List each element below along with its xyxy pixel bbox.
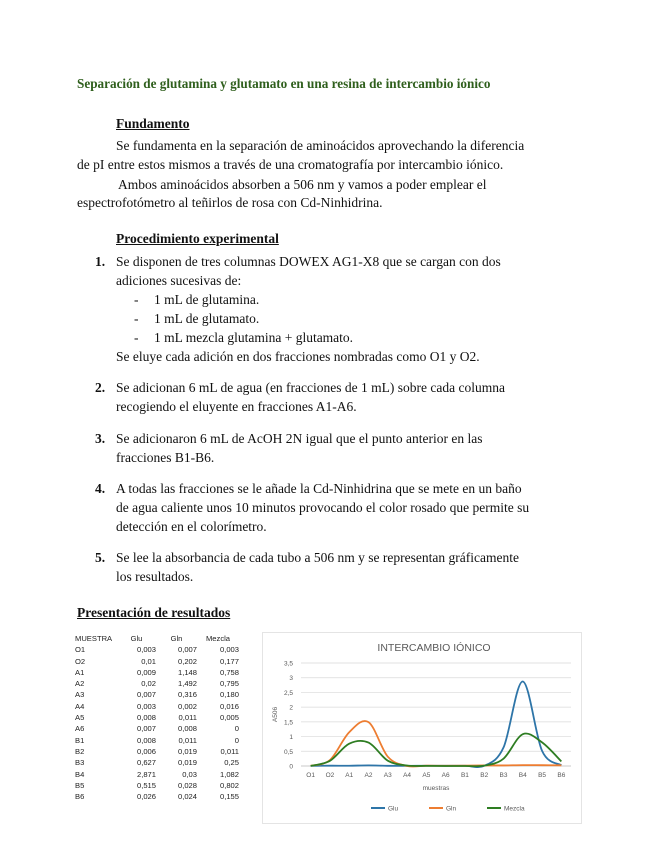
series-line-glu (311, 682, 562, 768)
table-cell: 0,802 (219, 780, 239, 790)
table-cell: A4 (75, 701, 85, 711)
y-tick-label: 1,5 (283, 719, 293, 727)
table-cell: 2,871 (136, 769, 156, 779)
table-row (75, 769, 239, 780)
chart-title: INTERCAMBIO IÓNICO (377, 642, 491, 654)
step-5-line-1: Se lee la absorbancia de cada tubo a 506 nm y se representan gráficamente (116, 550, 519, 565)
x-tick-label: O1 (306, 772, 315, 779)
table-header-cell: Mezcla (205, 634, 231, 643)
x-axis-title: muestras (422, 785, 450, 792)
table-row (75, 701, 239, 712)
table-cell: 0,011 (220, 746, 239, 756)
table-cell: 0,758 (219, 667, 239, 677)
table-row (75, 689, 239, 700)
table-row (75, 644, 239, 655)
table-cell: 0,024 (177, 792, 197, 802)
legend-label-glu: Glu (388, 805, 399, 813)
legend-label-mezcla: Mezcla (504, 805, 525, 813)
table-cell: 1,492 (177, 679, 197, 689)
fundamento-line-4: espectrofotómetro al teñirlos de rosa con Cd-Ninhidrina. (77, 195, 383, 210)
table-cell: 0,180 (219, 690, 239, 700)
table-cell: A1 (75, 667, 85, 677)
table-cell: B5 (75, 780, 85, 790)
table-header-row (75, 633, 239, 644)
x-tick-label: B6 (557, 772, 566, 779)
table-cell: 0,008 (136, 735, 156, 745)
step-4-number: 4. (95, 481, 106, 496)
table-cell: A5 (75, 713, 85, 723)
step-5-line-2: los resultados. (116, 569, 194, 584)
table-cell: 0,011 (178, 713, 197, 723)
x-tick-label: A2 (364, 772, 373, 779)
y-tick-label: 3,5 (283, 660, 293, 668)
y-tick-label: 2 (289, 704, 293, 712)
step-4-line-1: A todas las fracciones se le añade la Cd-Ninhidrina que se mete en un baño (116, 481, 522, 496)
step-2-number: 2. (95, 380, 106, 395)
table-cell: B1 (75, 735, 85, 745)
table-cell: 0,008 (177, 724, 197, 734)
table-cell: B6 (75, 792, 85, 802)
table-header-cell: Gln (170, 634, 183, 643)
table-cell: 0 (234, 724, 239, 734)
table-cell: 0,003 (136, 645, 156, 655)
table-row (75, 735, 239, 746)
fundamento-line-3: Ambos aminoácidos absorben a 506 nm y vamos a poder emplear el (118, 177, 487, 192)
step-4-line-3: detección en el colorímetro. (116, 519, 267, 534)
step-3-number: 3. (95, 431, 106, 446)
table-cell: 0,03 (182, 769, 197, 779)
step-1-line-1: Se disponen de tres columnas DOWEX AG1-X8 que se cargan con dos (116, 254, 501, 269)
table-cell: 0,026 (136, 792, 156, 802)
table-cell: 0,795 (219, 679, 239, 689)
table-cell: 0 (234, 735, 239, 745)
sub-item-dash: - (134, 330, 139, 345)
table-cell: 0,007 (177, 645, 197, 655)
table-cell: 0,202 (177, 656, 197, 666)
table-cell: 0,028 (177, 780, 197, 790)
x-tick-label: B4 (518, 772, 527, 779)
procedimiento-heading: Procedimiento experimental (116, 231, 279, 246)
table-cell: 0,003 (219, 645, 239, 655)
step-3-line-2: fracciones B1-B6. (116, 450, 215, 465)
step-3-line-1: Se adicionaron 6 mL de AcOH 2N igual que el punto anterior en las (116, 431, 483, 446)
sub-item-2 (134, 309, 259, 328)
step-1-after: Se eluye cada adición en dos fracciones nombradas como O1 y O2. (116, 349, 480, 364)
table-cell: O1 (75, 645, 86, 655)
fundamento-line-1: Se fundamenta en la separación de aminoácidos aprovechando la diferencia (116, 138, 525, 153)
document-title: Separación de glutamina y glutamato en una resina de intercambio iónico (77, 76, 491, 91)
step-5-number: 5. (95, 550, 106, 565)
table-row (75, 746, 239, 757)
table-row (75, 712, 239, 723)
x-tick-label: O2 (325, 772, 335, 779)
sub-item-2-text: 1 mL de glutamato. (154, 311, 260, 326)
sub-item-1-text: 1 mL de glutamina. (154, 292, 260, 307)
table-cell: 1,148 (177, 667, 197, 677)
legend-label-gln: Gln (446, 805, 457, 813)
chart-container (262, 632, 582, 824)
y-tick-label: 0 (289, 763, 293, 771)
table-cell: O2 (75, 656, 86, 666)
table-cell: 0,02 (141, 679, 156, 689)
table-cell: 0,019 (177, 758, 197, 768)
y-axis-title: A506 (272, 706, 279, 723)
table-row (75, 791, 239, 802)
x-tick-label: B5 (538, 772, 547, 779)
sub-item-1 (134, 290, 259, 309)
x-tick-label: B3 (499, 772, 508, 779)
results-table-wrapper (75, 633, 239, 802)
table-cell: A3 (75, 690, 85, 700)
x-tick-label: A1 (345, 772, 354, 779)
sub-item-3-text: 1 mL mezcla glutamina + glutamato. (154, 330, 354, 345)
y-tick-label: 1 (289, 734, 293, 742)
x-tick-label: B1 (460, 772, 469, 779)
table-row (75, 757, 239, 768)
x-tick-label: B2 (480, 772, 489, 779)
x-tick-label: A6 (441, 772, 450, 779)
resultados-heading: Presentación de resultados (77, 605, 231, 620)
step-4-line-2: de agua caliente unos 10 minutos provocando el color rosado que permite su (116, 500, 530, 515)
table-row (75, 780, 239, 791)
table-cell: 0,25 (224, 758, 239, 768)
table-row (75, 656, 239, 667)
table-cell: 0,019 (177, 746, 197, 756)
table-cell: 0,007 (136, 724, 156, 734)
table-cell: 0,01 (141, 656, 156, 666)
table-cell: B2 (75, 746, 85, 756)
table-cell: 0,003 (136, 701, 156, 711)
table-cell: 0,007 (136, 690, 156, 700)
table-cell: B3 (75, 758, 85, 768)
table-cell: 0,016 (219, 701, 239, 711)
series-line-mezcla (311, 734, 562, 767)
y-tick-label: 3 (289, 675, 293, 683)
table-header-cell: Glu (130, 634, 143, 643)
x-tick-label: A4 (403, 772, 412, 779)
table-header-cell: MUESTRA (75, 634, 113, 643)
table-cell: 0,515 (136, 780, 156, 790)
table-cell: 0,177 (219, 656, 239, 666)
table-cell: 0,155 (219, 792, 239, 802)
fundamento-heading: Fundamento (116, 116, 190, 131)
table-cell: B4 (75, 769, 85, 779)
step-1-number: 1. (95, 254, 106, 269)
x-tick-label: A3 (383, 772, 392, 779)
step-2-line-1: Se adicionan 6 mL de agua (en fracciones de 1 mL) sobre cada columna (116, 380, 505, 395)
table-cell: 0,002 (177, 701, 197, 711)
table-cell: 0,627 (136, 758, 156, 768)
table-cell: 0,005 (219, 713, 239, 723)
table-cell: 0,009 (136, 667, 156, 677)
sub-item-3 (134, 328, 353, 347)
table-cell: A6 (75, 724, 85, 734)
table-cell: 0,008 (136, 713, 156, 723)
table-row (75, 667, 239, 678)
table-cell: 0,006 (136, 746, 156, 756)
line-chart (263, 633, 581, 823)
table-cell: A2 (75, 679, 85, 689)
results-table (75, 633, 239, 802)
table-cell: 0,316 (177, 690, 197, 700)
table-row (75, 678, 239, 689)
fundamento-line-2: de pI entre estos mismos a través de una cromatografía por intercambio iónico. (77, 157, 504, 172)
step-1-line-2: adiciones sucesivas de: (116, 273, 242, 288)
table-cell: 1,082 (219, 769, 239, 779)
x-tick-label: A5 (422, 772, 431, 779)
step-2-line-2: recogiendo el eluyente en fracciones A1-A6. (116, 399, 357, 414)
table-cell: 0,011 (178, 735, 197, 745)
y-tick-label: 0,5 (283, 748, 293, 756)
table-row (75, 723, 239, 734)
sub-item-dash: - (134, 292, 139, 307)
y-tick-label: 2,5 (283, 689, 293, 697)
sub-item-dash: - (134, 311, 139, 326)
